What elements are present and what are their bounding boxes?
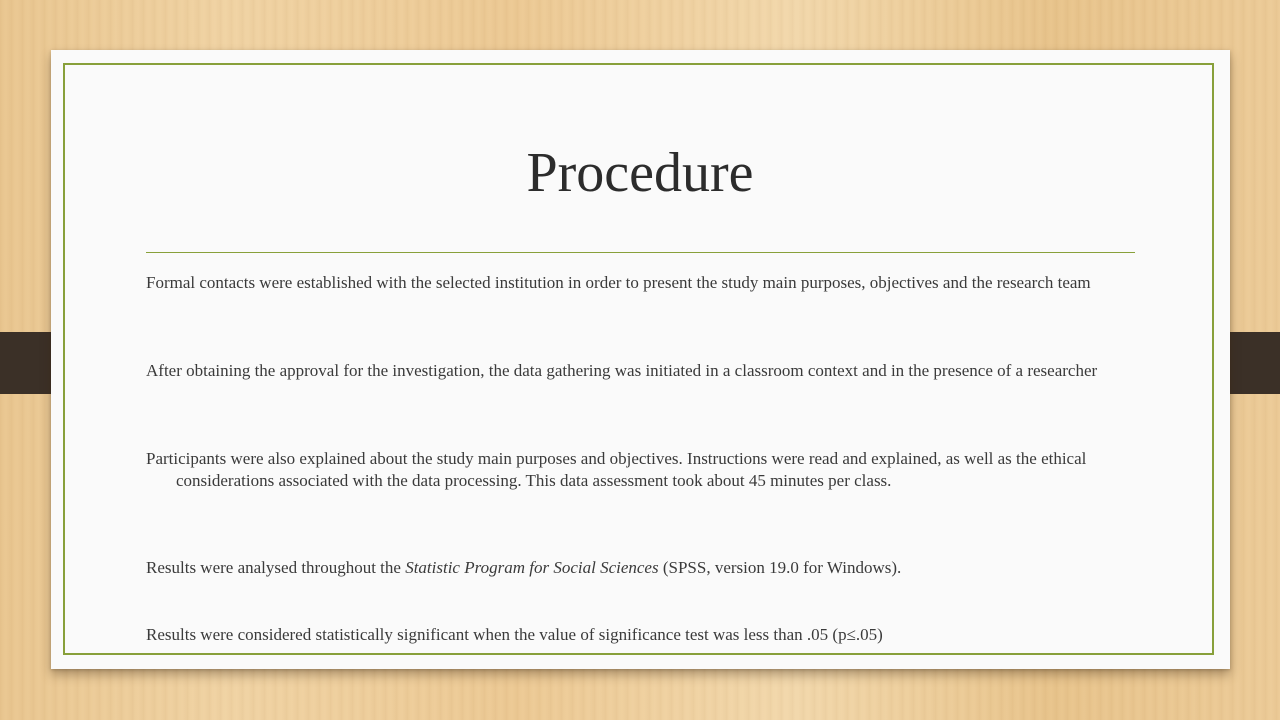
analysis-text-after: (SPSS, version 19.0 for Windows). [658, 558, 902, 577]
slide-title: Procedure [526, 142, 754, 204]
paragraph-analysis [146, 557, 1136, 579]
paragraph-approval: After obtaining the approval for the investigation, the data gathering was initiated in a classroom context and in the presence of a researcher [146, 361, 1098, 380]
analysis-text-before: Results were analysed throughout the [146, 558, 406, 577]
spss-program-name: Statistic Program for Social Sciences [405, 558, 659, 577]
paragraph-contacts: Formal contacts were established with the selected institution in order to present the study main purposes, objectives and the research team [146, 273, 1091, 292]
title-divider [146, 252, 1135, 253]
paragraph-significance: Results were considered statistically significant when the value of significance test was less than .05 (p≤.05) [146, 625, 883, 644]
paragraph-participants: Participants were also explained about the study main purposes and objectives. Instructions were read and explained, as well as the ethical considerations associated with the data processing. This data assessment took about 45 minutes per class. [146, 449, 1087, 490]
